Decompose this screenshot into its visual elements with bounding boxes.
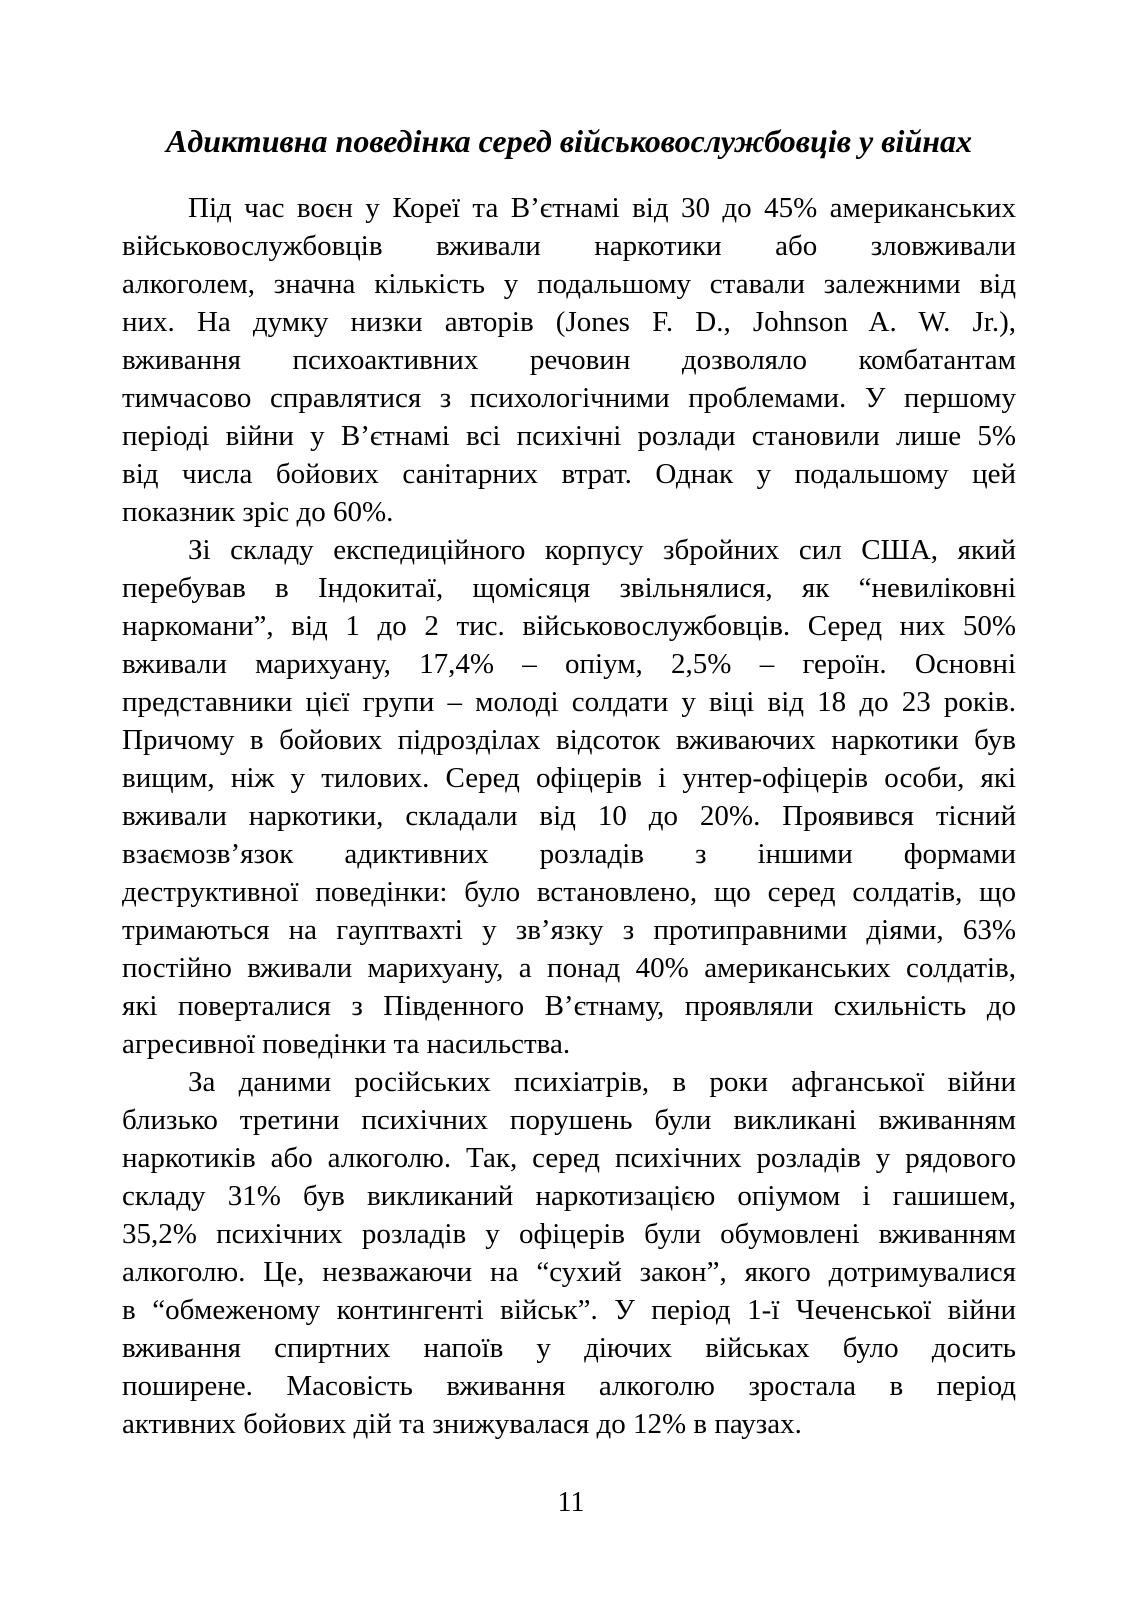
text-line: військовослужбовців вживали наркотики або зловживали (122, 230, 1016, 262)
text-line: поширене. Масовість вживання алкоголю зростала в період (122, 1370, 1016, 1402)
text-line: Причому в бойових підрозділах відсоток вживаючих наркотики був (122, 724, 1016, 756)
text-line: постійно вживали марихуану, а понад 40% американських солдатів, (122, 952, 1016, 984)
text-line: вживали марихуану, 17,4% – опіум, 2,5% – героїн. Основні (122, 648, 1016, 680)
text-line: складу 31% був викликаний наркотизацією опіумом і гашишем, (122, 1180, 1016, 1212)
text-line: наркомани”, від 1 до 2 тис. військовослужбовців. Серед них 50% (122, 610, 1016, 642)
text-line: наркотиків або алкоголю. Так, серед психічних розладів у рядового (122, 1142, 1016, 1174)
text-line: близько третини психічних порушень були викликані вживанням (122, 1104, 1016, 1136)
text-line: які поверталися з Південного В’єтнаму, проявляли схильність до (122, 990, 1016, 1022)
text-line: вживали наркотики, складали від 10 до 20%. Проявився тісний (122, 800, 1016, 832)
text-line: Зі складу експедиційного корпусу збройних сил США, який (188, 534, 1016, 566)
text-line: 35,2% психічних розладів у офіцерів були обумовлені вживанням (122, 1218, 1016, 1250)
text-line: вищим, ніж у тилових. Серед офіцерів і унтер-офіцерів особи, які (122, 762, 1016, 794)
text-line: За даними російських психіатрів, в роки афганської війни (188, 1066, 1016, 1098)
text-line: алкоголем, значна кількість у подальшому ставали залежними від (122, 268, 1016, 300)
paragraph (122, 1063, 1016, 1443)
page-title: Адиктивна поведінка серед військовослужбовців у війнах (165, 123, 972, 159)
text-line: тимчасово справлятися з психологічними проблемами. У першому (122, 382, 1016, 414)
text-line: агресивної поведінки та насильства. (122, 1028, 571, 1060)
text-line: активних бойових дій та знижувалася до 12% в паузах. (122, 1408, 802, 1440)
text-line: деструктивної поведінки: було встановлено, що серед солдатів, що (122, 876, 1016, 908)
text-line: взаємозв’язок адиктивних розладів з іншими формами (122, 838, 1016, 870)
text-line: Під час воєн у Кореї та В’єтнамі від 30 до 45% американських (188, 192, 1016, 224)
paragraph (122, 531, 1016, 1063)
paragraphs (122, 189, 1016, 1443)
paragraph (122, 189, 1016, 531)
text-line: від числа бойових санітарних втрат. Однак у подальшому цей (122, 458, 1016, 490)
text-line: тримаються на гауптвахті у зв’язку з протиправними діями, 63% (122, 914, 1016, 946)
text-line: алкоголю. Це, незважаючи на “сухий закон”, якого дотримувалися (122, 1256, 1016, 1288)
text-line: показник зріс до 60%. (122, 496, 394, 528)
text-line: періоді війни у В’єтнамі всі психічні розлади становили лише 5% (122, 420, 1016, 452)
page-number: 11 (557, 1487, 585, 1518)
text-line: представники цієї групи – молоді солдати у віці від 18 до 23 років. (122, 686, 1016, 718)
text-line: в “обмеженому контингенті військ”. У період 1-ї Чеченської війни (122, 1294, 1016, 1326)
text-line: вживання спиртних напоїв у діючих військах було досить (122, 1332, 1016, 1364)
text-line: перебував в Індокитаї, щомісяця звільнялися, як “невиліковні (122, 572, 1016, 604)
text-line: них. На думку низки авторів (Jones F. D., Johnson A. W. Jr.), (122, 306, 1016, 338)
text-line: вживання психоактивних речовин дозволяло комбатантам (122, 344, 1016, 376)
